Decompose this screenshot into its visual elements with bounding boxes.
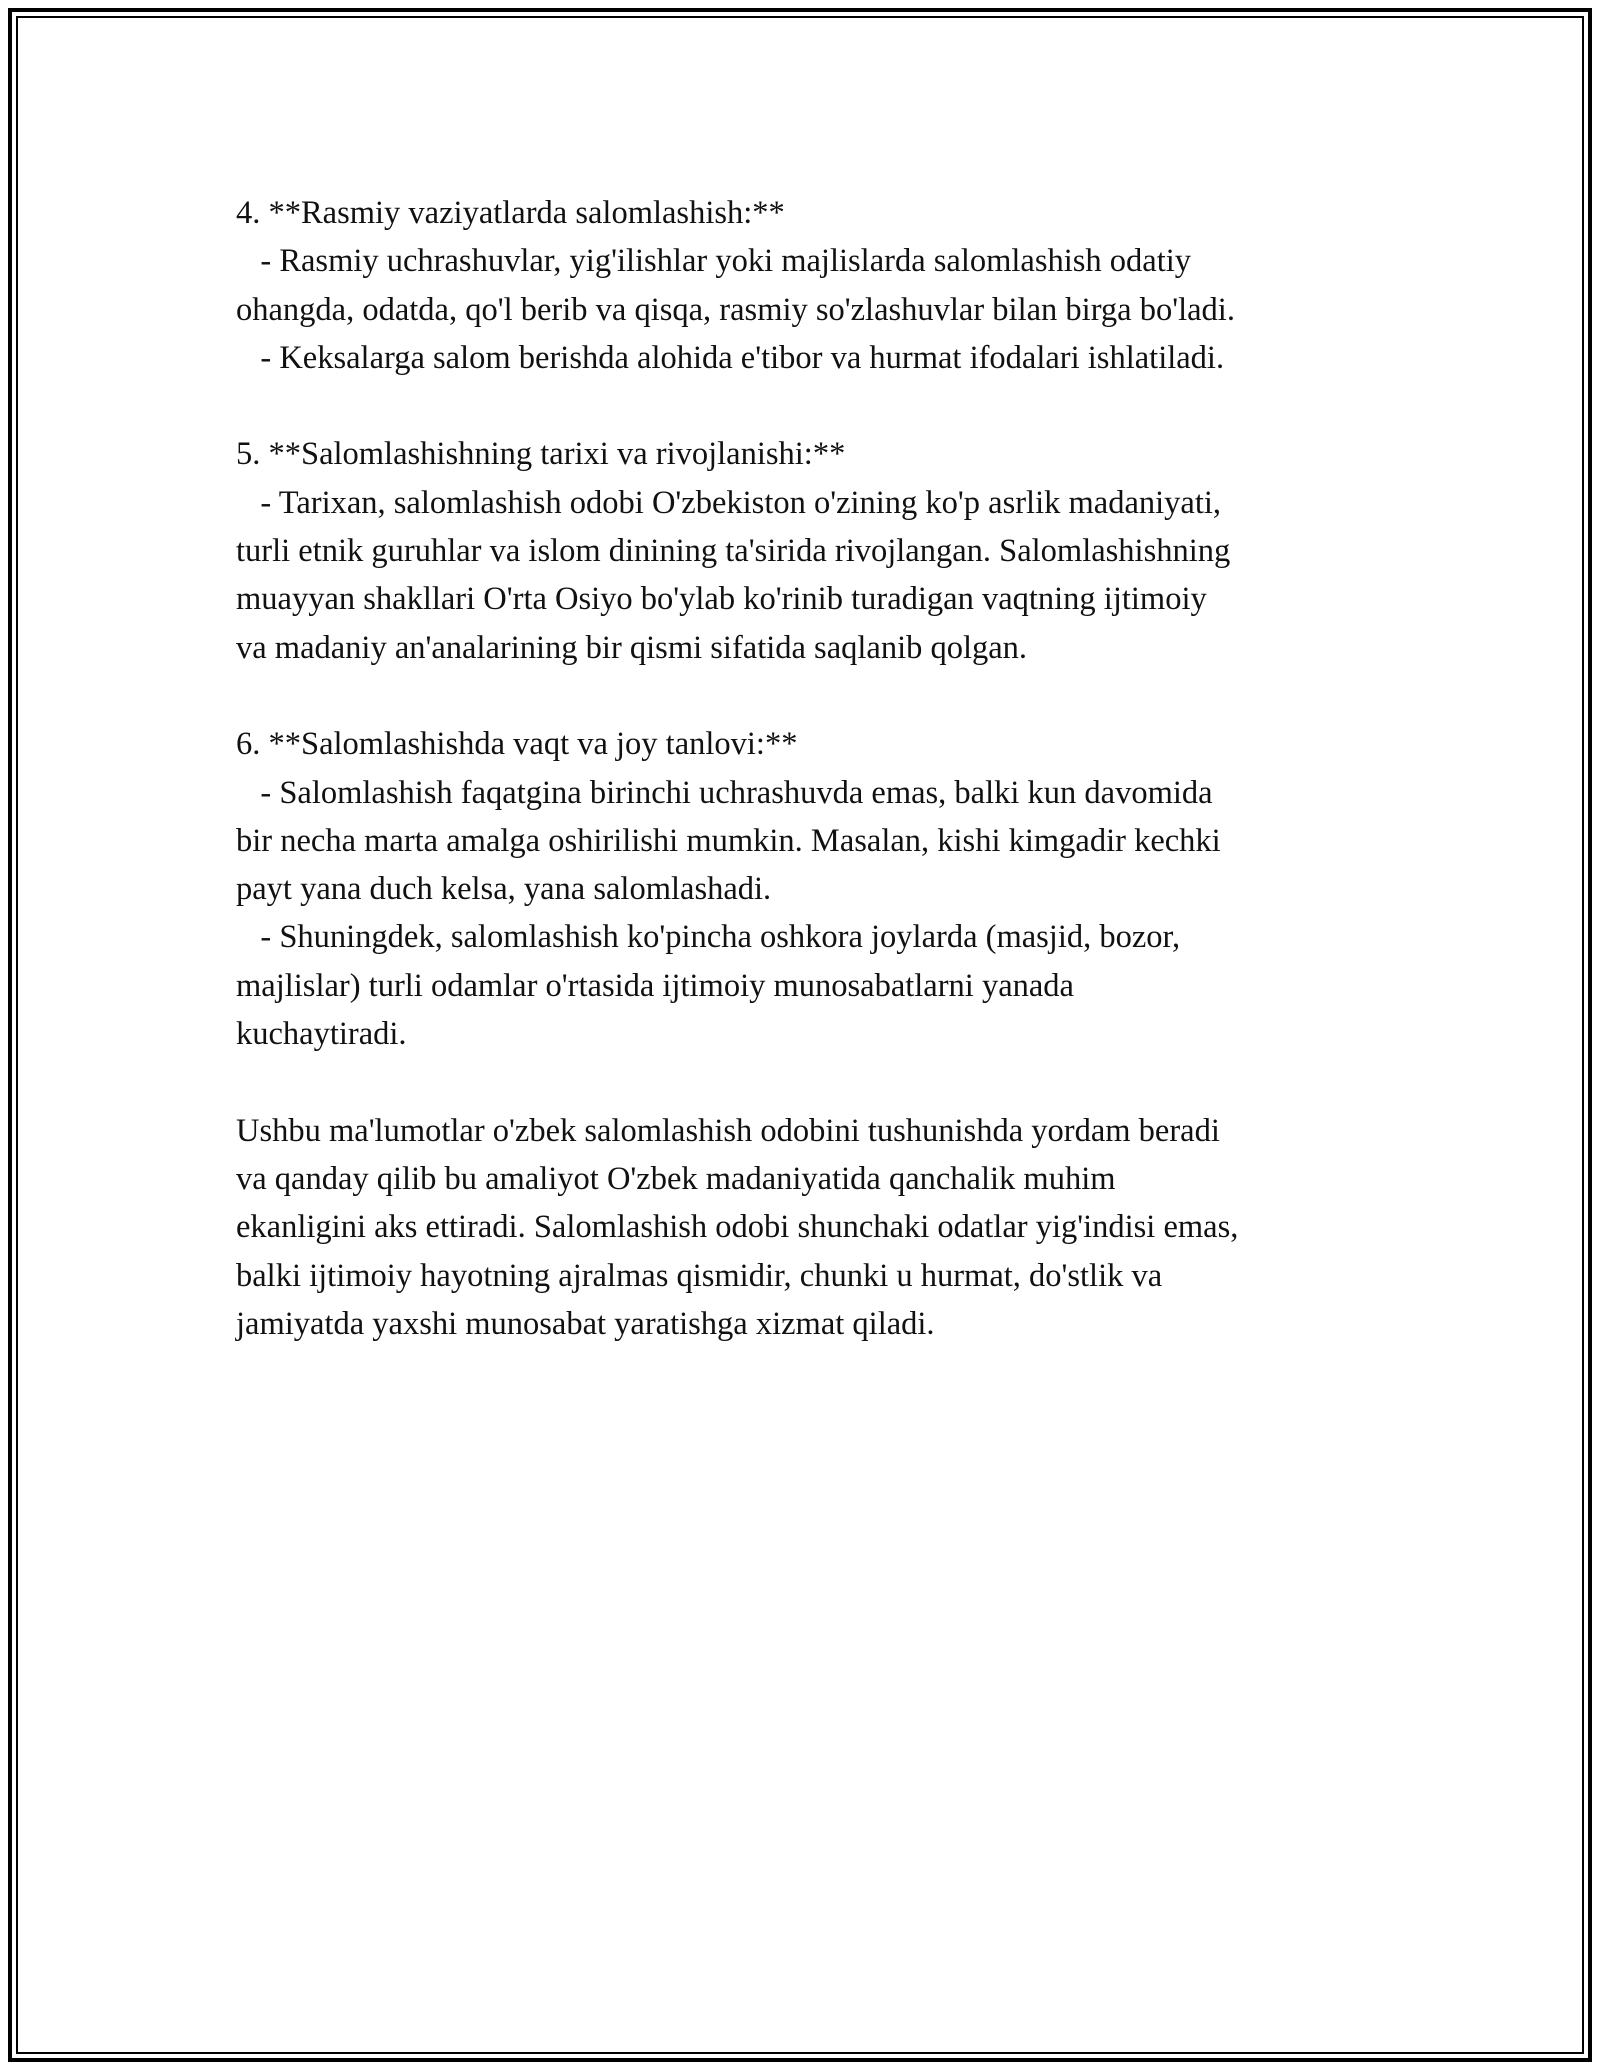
paragraph-line: Ushbu ma'lumotlar o'zbek salomlashish odobini tushunishda yordam beradi (236, 1112, 1220, 1149)
paragraph-line: payt yana duch kelsa, yana salomlashadi. (236, 871, 772, 908)
paragraph-line: va madaniy an'analarining bir qismi sifatida saqlanib qolgan. (236, 629, 1028, 666)
section-5 (236, 430, 1396, 671)
paragraph-line: - Rasmiy uchrashuvlar, yig'ilishlar yoki majlislarda salomlashish odatiy (236, 243, 1192, 280)
paragraph-line: kuchaytiradi. (236, 1016, 407, 1053)
paragraph-line: - Shuningdek, salomlashish ko'pincha oshkora joylarda (masjid, bozor, (236, 919, 1181, 956)
paragraph-spacer (236, 1058, 1396, 1106)
paragraph-line: - Tarixan, salomlashish odobi O'zbekiston o'zining ko'p asrlik madaniyati, (236, 484, 1222, 521)
paragraph-line: - Salomlashish faqatgina birinchi uchrashuvda emas, balki kun davomida (236, 774, 1213, 811)
section-heading: 5. **Salomlashishning tarixi va rivojlanishi:** (236, 436, 846, 473)
paragraph-line: va qanday qilib bu amaliyot O'zbek madaniyatida qanchalik muhim (236, 1160, 1116, 1197)
conclusion-paragraph (236, 1107, 1396, 1348)
paragraph-line: ekanligini aks ettiradi. Salomlashish odobi shunchaki odatlar yig'indisi emas, (236, 1209, 1239, 1246)
paragraph-line: jamiyatda yaxshi munosabat yaratishga xizmat qiladi. (236, 1305, 935, 1342)
document-body (236, 189, 1396, 1348)
paragraph-line: turli etnik guruhlar va islom dinining ta'sirida rivojlangan. Salomlashishning (236, 533, 1231, 570)
paragraph-spacer (236, 382, 1396, 430)
section-4 (236, 189, 1396, 382)
paragraph-line: ohangda, odatda, qo'l berib va qisqa, rasmiy so'zlashuvlar bilan birga bo'ladi. (236, 291, 1235, 328)
paragraph-line: - Keksalarga salom berishda alohida e'tibor va hurmat ifodalari ishlatiladi. (236, 339, 1225, 376)
section-heading: 4. **Rasmiy vaziyatlarda salomlashish:** (236, 195, 785, 231)
paragraph-spacer (236, 672, 1396, 720)
section-heading: 6. **Salomlashishda vaqt va joy tanlovi:** (236, 726, 798, 763)
paragraph-line: bir necha marta amalga oshirilishi mumkin. Masalan, kishi kimgadir kechki (236, 822, 1221, 859)
section-6 (236, 720, 1396, 1058)
paragraph-line: balki ijtimoiy hayotning ajralmas qismidir, chunki u hurmat, do'stlik va (236, 1257, 1163, 1294)
paragraph-line: muayyan shakllari O'rta Osiyo bo'ylab ko'rinib turadigan vaqtning ijtimoiy (236, 581, 1207, 618)
paragraph-line: majlislar) turli odamlar o'rtasida ijtimoiy munosabatlarni yanada (236, 967, 1074, 1004)
